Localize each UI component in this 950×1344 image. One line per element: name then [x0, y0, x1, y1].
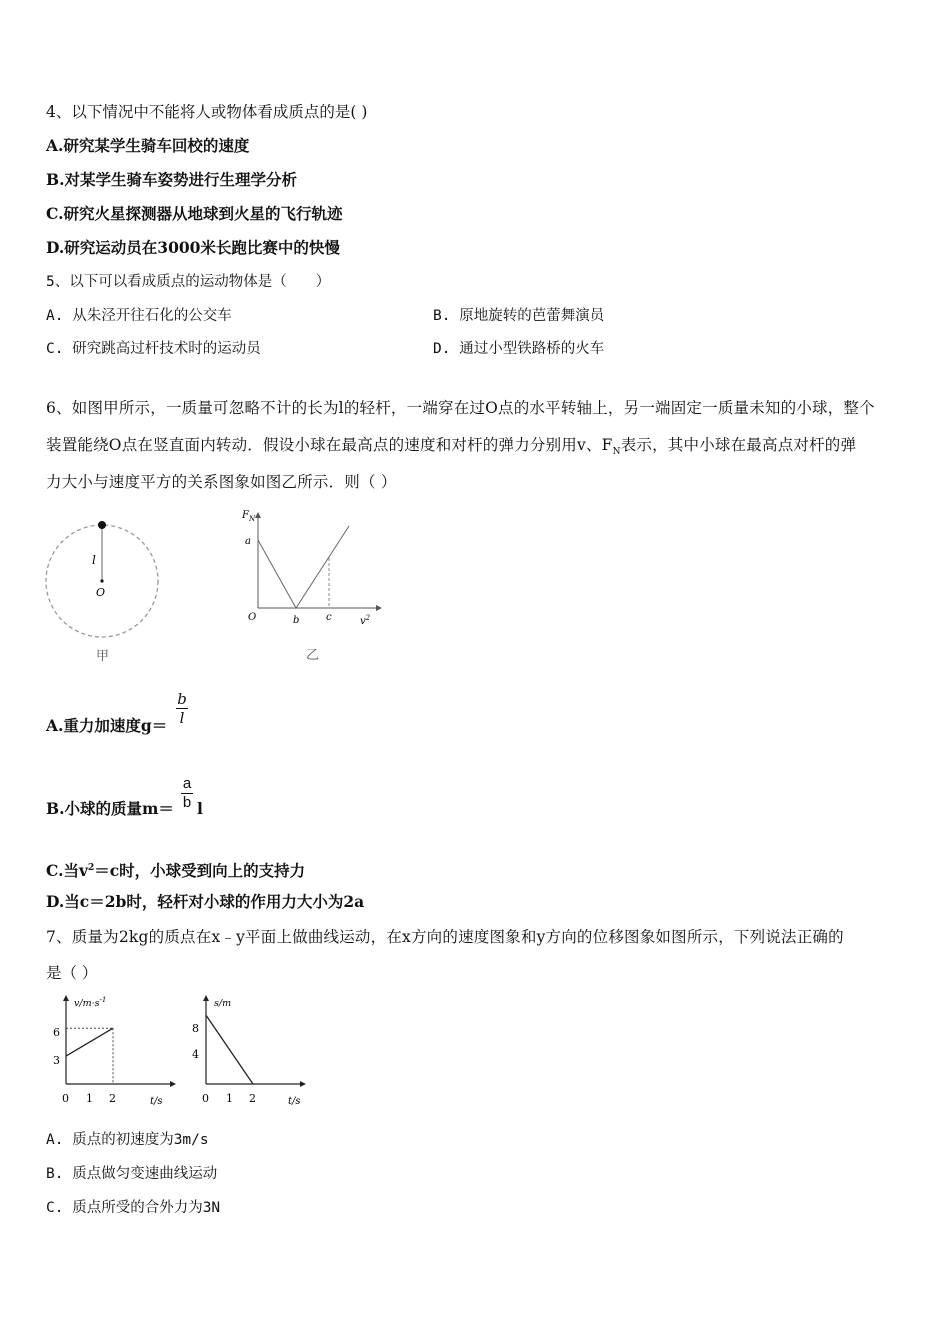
y-axis-label: s/m [214, 998, 232, 1009]
q4-stem: 4、以下情况中不能将人或物体看成质点的是( ) [46, 103, 368, 121]
data-line [66, 1028, 113, 1056]
q5-option-a: A. 从朱泾开往石化的公交车 [46, 308, 232, 324]
y-axis-label: $F_N$ [242, 510, 256, 523]
q6-option-b-fraction [181, 775, 193, 812]
y-tick-6: 6 [53, 1026, 60, 1039]
figure-jia-caption: 甲 [96, 649, 110, 664]
y-axis-label: $v/m\cdot s^{-1}$ [74, 996, 107, 1009]
rod-label: l [92, 553, 96, 567]
b-label: b [293, 615, 300, 626]
x-tick-0: 0 [62, 1092, 69, 1105]
y-axis-arrow [255, 512, 261, 518]
q6-option-c-sup: 2 [87, 863, 95, 873]
q6-stem-line2-b: 表示，其中小球在最高点对杆的弹 [620, 436, 857, 454]
q7-option-c: C. 质点所受的合外力为3N [46, 1200, 221, 1216]
force-curve [258, 526, 349, 608]
data-line [206, 1015, 253, 1084]
q7-stem-line2: 是（ ） [46, 964, 98, 982]
center-label: O [96, 586, 106, 599]
y-tick-8: 8 [192, 1022, 199, 1035]
velocity-time-graph [44, 992, 176, 1108]
q7-stem-line1: 7、质量为2kg的质点在x﹣y平面上做曲线运动，在x方向的速度图象和y方向的位移图象如图所示，下列说法正确的 [46, 928, 844, 946]
q4-option-b: B.对某学生骑车姿势进行生理学分析 [46, 170, 297, 189]
fraction-numerator: b [177, 690, 187, 708]
x-axis-label: t/s [288, 1096, 301, 1107]
q6-option-c-a: C.当v [46, 861, 88, 881]
q6-option-c [46, 858, 305, 881]
x-tick-1: 1 [86, 1092, 93, 1105]
q6-stem-line2-a: 装置能绕O点在竖直面内转动．假设小球在最高点的速度和对杆的弹力分别用v、F [46, 436, 613, 454]
fraction-denominator: l [176, 708, 188, 727]
q5-stem: 5、以下可以看成质点的运动物体是（ ） [46, 274, 331, 290]
q7-option-b: B. 质点做匀变速曲线运动 [46, 1166, 218, 1182]
q6-fn-subscript: N [612, 447, 621, 458]
figure-yi-caption: 乙 [306, 648, 320, 663]
q6-stem-line3: 力大小与速度平方的关系图象如图乙所示．则（ ） [46, 473, 397, 491]
q5-option-d: D. 通过小型铁路桥的火车 [433, 341, 605, 357]
q6-option-d: D.当c＝2b时，轻杆对小球的作用力大小为2a [46, 892, 365, 911]
q4-option-d: D.研究运动员在3000米长跑比赛中的快慢 [46, 238, 340, 257]
q6-stem-line1: 6、如图甲所示，一质量可忽略不计的长为l的轻杆，一端穿在过O点的水平转轴上，另一端固定一质量未知的小球，整个 [46, 399, 875, 417]
q4-option-a: A.研究某学生骑车回校的速度 [46, 136, 250, 155]
q4-option-c: C.研究火星探测器从地球到火星的飞行轨迹 [46, 204, 343, 223]
x-tick-0: 0 [202, 1092, 209, 1105]
fraction-numerator: a [182, 775, 192, 792]
q6-option-b: B.小球的质量m＝ [46, 799, 174, 818]
displacement-time-graph [186, 992, 314, 1108]
q7-option-a: A. 质点的初速度为3m/s [46, 1132, 209, 1148]
x-tick-2: 2 [109, 1092, 116, 1105]
fraction-denominator: b [182, 794, 192, 811]
q6-option-a: A.重力加速度g＝ [46, 716, 168, 735]
x-axis-arrow [300, 1081, 306, 1087]
q6-stem-line2 [46, 435, 856, 462]
y-tick-3: 3 [53, 1054, 60, 1067]
ball [98, 521, 106, 529]
y-tick-4: 4 [192, 1048, 199, 1061]
a-label: a [245, 536, 251, 547]
y-axis-arrow [203, 995, 209, 1001]
x-tick-1: 1 [226, 1092, 233, 1105]
q5-option-c: C. 研究跳高过杆技术时的运动员 [46, 341, 261, 357]
q5-option-b: B. 原地旋转的芭蕾舞演员 [433, 308, 605, 324]
q6-option-c-b: ＝c时，小球受到向上的支持力 [94, 861, 306, 881]
q6-option-a-fraction [176, 690, 188, 727]
x-tick-2: 2 [249, 1092, 256, 1105]
x-axis-label: $v^2$ [360, 614, 371, 627]
x-axis-label: t/s [150, 1096, 163, 1107]
x-axis-arrow [376, 605, 382, 611]
y-axis-arrow [63, 995, 69, 1001]
figure-jia [44, 508, 166, 666]
pivot-point [100, 579, 103, 582]
origin-label: O [248, 612, 257, 623]
q6-option-b-suffix: l [197, 799, 203, 818]
x-axis-arrow [170, 1081, 176, 1087]
figure-yi [236, 502, 386, 666]
c-label: c [326, 612, 332, 623]
